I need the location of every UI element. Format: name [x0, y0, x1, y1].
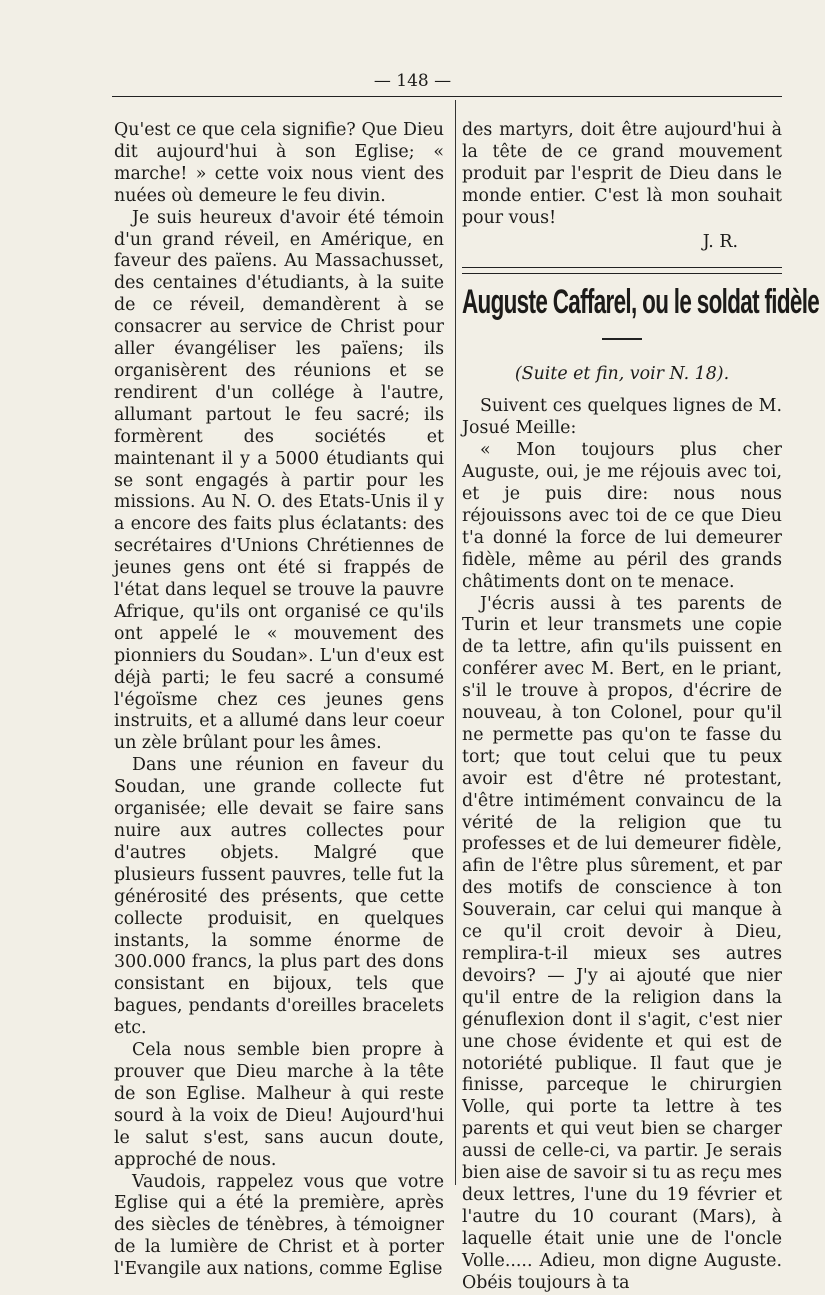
- paragraph: « Mon toujours plus cher Auguste, oui, je me réjouis avec toi, et je puis dire: nous nous réjouissons avec toi de ce que Dieu t'a donné la force de lui demeurer fidèle, même au péril des grands châtiments dont on te menace.: [462, 440, 782, 592]
- right-column: [462, 120, 820, 1295]
- paragraph: Je suis heureux d'avoir été témoin d'un grand réveil, en Amérique, en faveur des païens. Au Massachusset, des centaines d'étudiants, à la suite de ce réveil, demandèrent à se consacrer au service de Christ pour aller évangéliser les païens; ils organisèrent des réunions et se rendirent d'un collége à l'autre, allumant partout le feu sacré; ils formèrent des sociétés et maintenant il y a 5000 étudiants qui se sont engagés à partir pour les missions. Au N. O. des Etats-Unis il y a encore des faits plus éclatants: des secrétaires d'Unions Chrétiennes de jeunes gens ont été si frappés de l'état dans lequel se trouve la pauvre Afrique, qu'ils ont organisé ce qu'ils ont appelé le « mouvement des pionniers du Soudan». L'un d'eux est déjà parti; le feu sacré a consumé l'égoïsme chez ces jeunes gens instruits, et a allumé dans leur coeur un zèle brûlant pour les âmes.: [114, 207, 444, 754]
- left-column: [114, 120, 444, 1281]
- section-rule: [462, 267, 782, 274]
- paragraph: Dans une réunion en faveur du Soudan, une grande collecte fut organisée; elle devait se faire sans nuire aux autres collectes pour d'autres objets. Malgré que plusieurs fussent pauvres, telle fut la générosité des présents, que cette collecte produisit, en quelques instants, la somme énorme de 300.000 francs, la plus part des dons consistant en bijoux, tels que bagues, pendants d'oreilles bracelets etc.: [114, 755, 444, 1039]
- paragraph: Suivent ces quelques lignes de M. Josué Meille:: [462, 396, 782, 439]
- article-headline: Auguste Caffarel, ou le soldat fidèle: [462, 283, 820, 322]
- paragraph: Qu'est ce que cela signifie? Que Dieu dit aujourd'hui à son Eglise; « marche! » cette voix nous vient des nuées où demeure le feu divin.: [114, 120, 444, 206]
- paragraph: J'écris aussi à tes parents de Turin et leur transmets une copie de ta lettre, afin qu'ils puissent en conférer avec M. Bert, en le priant, s'il le trouve à propos, d'écrire de nouveau, à ton Colonel, pour qu'il ne permette pas qu'on te fasse du tort; que tout celui que tu peux avoir est d'être né protestant, d'être intimément convaincu de la vérité de la religion que tu professes et de lui demeurer fidèle, afin de l'être plus sûrement, et par des motifs de conscience à ton Souverain, car celui qui manque à ce qu'il croit devoir à Dieu, remplira-t-il mieux ses autres devoirs? — J'y ai ajouté que nier qu'il entre de la religion dans la génuflexion dont il s'agit, c'est nier une chose évidente et qui est de notoriété publique. Il faut que je finisse, parceque le chirurgien Volle, qui porte ta lettre à tes parents et qui veut bien se charger aussi de celle-ci, va partir. Je serais bien aise de savoir si tu as reçu mes deux lettres, l'une du 19 février et l'autre du 10 courant (Mars), à laquelle était unie une de l'oncle Volle..... Adieu, mon digne Auguste. Obéis toujours à ta: [462, 593, 782, 1293]
- paragraph: Cela nous semble bien propre à prouver que Dieu marche à la tête de son Eglise. Malheur à qui reste sourd à la voix de Dieu! Aujourd'hui le salut s'est, sans aucun doute, approché de nous.: [114, 1040, 444, 1170]
- paragraph: Vaudois, rappelez vous que votre Eglise qui a été la première, après des siècles de ténèbres, à témoigner de la lumière de Christ et à porter l'Evangile aux nations, comme Eglise: [114, 1171, 444, 1280]
- article-subtitle: (Suite et fin, voir N. 18).: [514, 364, 730, 385]
- header-rule: [112, 96, 782, 97]
- column-divider: [455, 100, 456, 1185]
- headline-rule: [602, 338, 642, 340]
- signature: J. R.: [702, 231, 738, 252]
- page-number: — 148 —: [373, 71, 452, 91]
- continuation-paragraph: des martyrs, doit être aujourd'hui à la tête de ce grand mouvement produit par l'esprit de Dieu dans le monde entier. C'est là mon souhait pour vous!: [462, 120, 782, 228]
